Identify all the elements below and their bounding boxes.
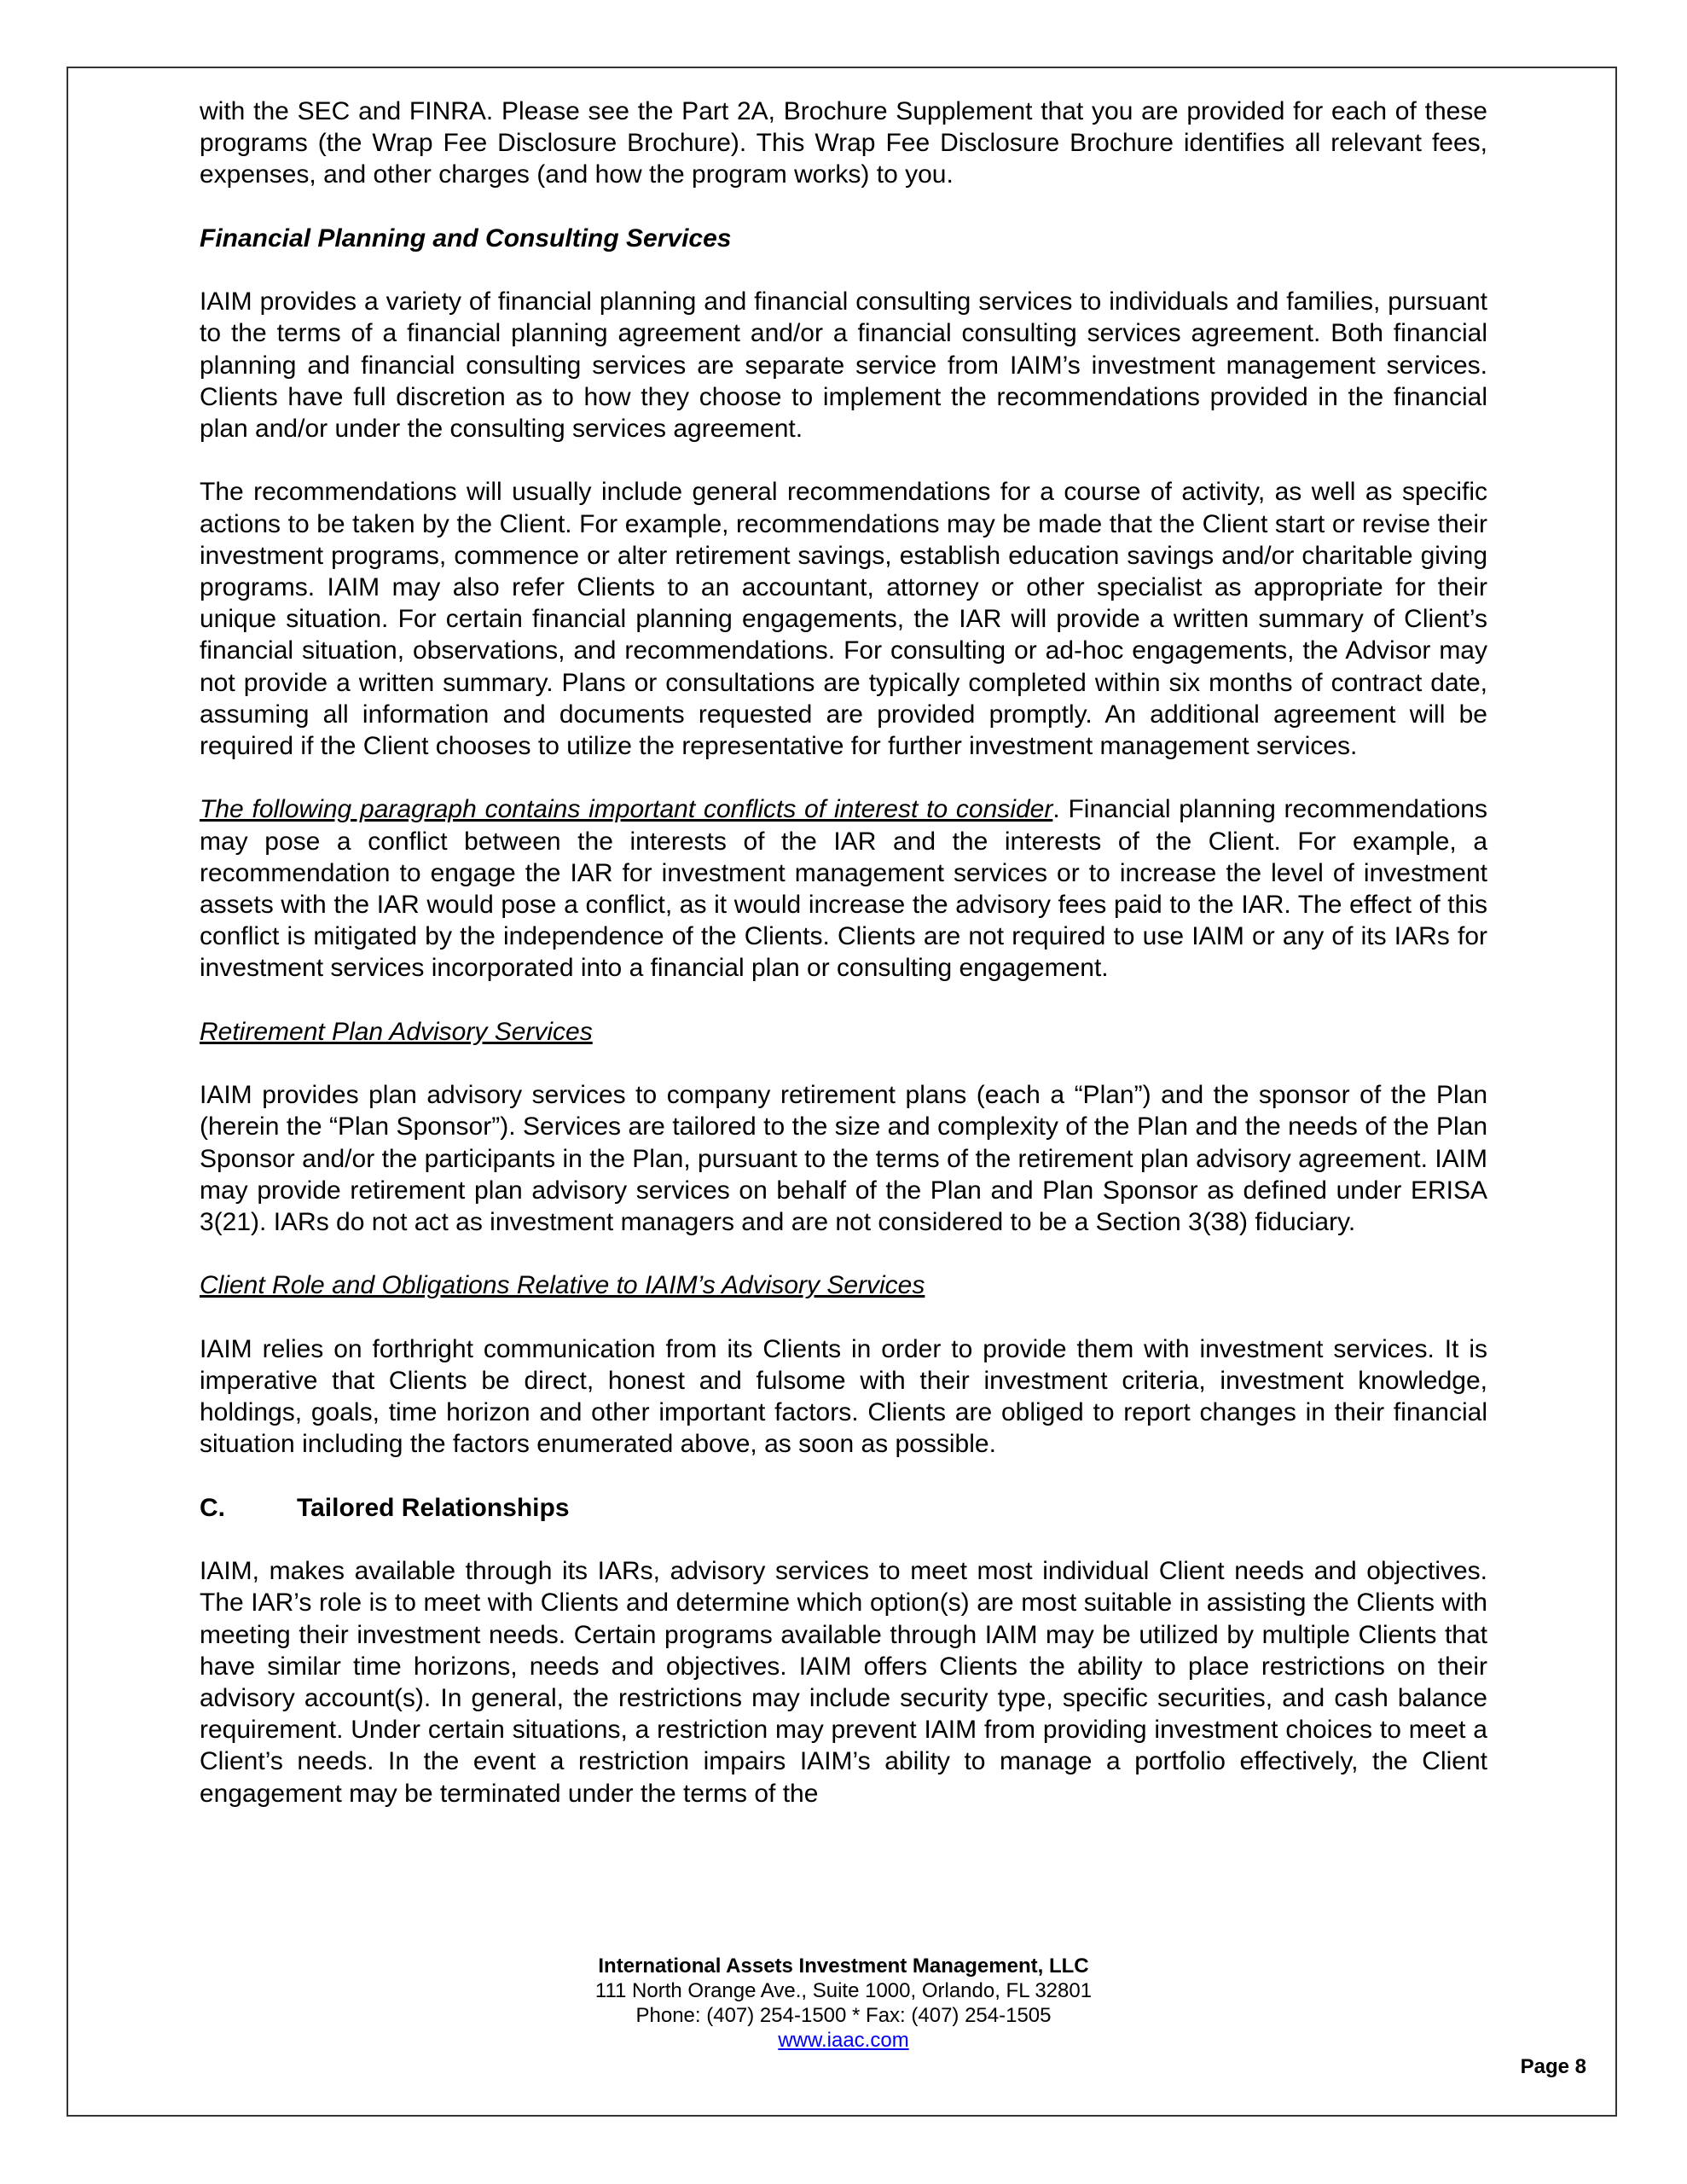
heading-financial-planning: Financial Planning and Consulting Services (200, 224, 732, 253)
document-body (200, 96, 1487, 1841)
conflict-notice-lead: The following paragraph contains important conflicts of interest to consider (200, 795, 1053, 824)
paragraph-retirement-plan: IAIM provides plan advisory services to company retirement plans (each a “Plan”) and the sponsor of the Plan (herein the “Plan Sponsor”). Services are tailored to the size and complexity of the Plan and the needs of the Plan Sponsor and/or the participants in the Plan, pursuant to the terms of the retirement plan advisory agreement. IAIM may provide retirement plan advisory services on behalf of the Plan and Plan Sponsor as defined under ERISA 3(21). IARs do not act as investment managers and are not considered to be a Section 3(38) fiduciary. (200, 1081, 1487, 1237)
footer-website-link[interactable]: www.iaac.com (778, 2029, 909, 2052)
section-c-letter: C. (200, 1493, 225, 1522)
paragraph-client-role: IAIM relies on forthright communication from its Clients in order to provide them with investment services. It is imperative that Clients be direct, honest and fulsome with their investment criteria, investment knowledge, holdings, goals, time horizon and other important factors. Clients are obliged to report changes in their financial situation including the factors enumerated above, as soon as possible. (200, 1334, 1487, 1459)
paragraph-recommendations: The recommendations will usually include general recommendations for a course of activity, as well as specific actions to be taken by the Client. For example, recommendations may be made that the Client start or revise their investment programs, commence or alter retirement savings, establish education savings and/or charitable giving programs. IAIM may also refer Clients to an accountant, attorney or other specialist as appropriate for their unique situation. For certain financial planning engagements, the IAR will provide a written summary of Client’s financial situation, observations, and recommendations. For consulting or ad-hoc engagements, the Advisor may not provide a written summary. Plans or consultations are typically completed within six months of contract date, assuming all information and documents requested are provided promptly. An additional agreement will be required if the Client chooses to utilize the representative for further investment management services. (200, 478, 1487, 761)
footer-address: 111 North Orange Ave., Suite 1000, Orlando, FL 32801 (594, 1979, 1093, 2002)
footer-phone: Phone: (407) 254-1500 * Fax: (407) 254-1505 (635, 2004, 1052, 2027)
section-c-title: Tailored Relationships (297, 1493, 570, 1522)
page-number: Page 8 (1520, 2055, 1586, 2078)
heading-client-role: Client Role and Obligations Relative to IAIM’s Advisory Services (200, 1271, 925, 1300)
heading-retirement-plan: Retirement Plan Advisory Services (200, 1017, 593, 1046)
page-footer (0, 1954, 1687, 2053)
section-c-heading (200, 1492, 1487, 1524)
footer-company-name: International Assets Investment Management, LLC (598, 1955, 1089, 1978)
paragraph-conflicts-of-interest (200, 793, 1487, 984)
paragraph-financial-planning-intro: IAIM provides a variety of financial planning and financial consulting services to individuals and families, pursuant to the terms of a financial planning agreement and/or a financial consulting services agreement. Both financial planning and financial consulting services are separate service from IAIM’s investment management services. Clients have full discretion as to how they choose to implement the recommendations provided in the financial plan and/or under the consulting services agreement. (200, 288, 1487, 443)
conflict-notice-body: . Financial planning recommendations may pose a conflict between the interests of the IAR and the interests of the Client. For example, a recommendation to engage the IAR for investment management services or to increase the level of investment assets with the IAR would pose a conflict, as it would increase the advisory fees paid to the IAR. The effect of this conflict is mitigated by the independence of the Clients. Clients are not required to use IAIM or any of its IARs for investment services incorporated into a financial plan or consulting engagement. (200, 795, 1487, 983)
paragraph-tailored-relationships: IAIM, makes available through its IARs, advisory services to meet most individual Client needs and objectives. The IAR’s role is to meet with Clients and determine which option(s) are most suitable in assisting the Clients with meeting their investment needs. Certain programs available through IAIM may be utilized by multiple Clients that have similar time horizons, needs and objectives. IAIM offers Clients the ability to place restrictions on their advisory account(s). In general, the restrictions may include security type, specific securities, and cash balance requirement. Under certain situations, a restriction may prevent IAIM from providing investment choices to meet a Client’s needs. In the event a restriction impairs IAIM’s ability to manage a portfolio effectively, the Client engagement may be terminated under the terms of the (200, 1557, 1487, 1808)
paragraph-wrap-fee-continuation: with the SEC and FINRA. Please see the Part 2A, Brochure Supplement that you are provided for each of these programs (the Wrap Fee Disclosure Brochure). This Wrap Fee Disclosure Brochure identifies all relevant fees, expenses, and other charges (and how the program works) to you. (200, 97, 1487, 189)
